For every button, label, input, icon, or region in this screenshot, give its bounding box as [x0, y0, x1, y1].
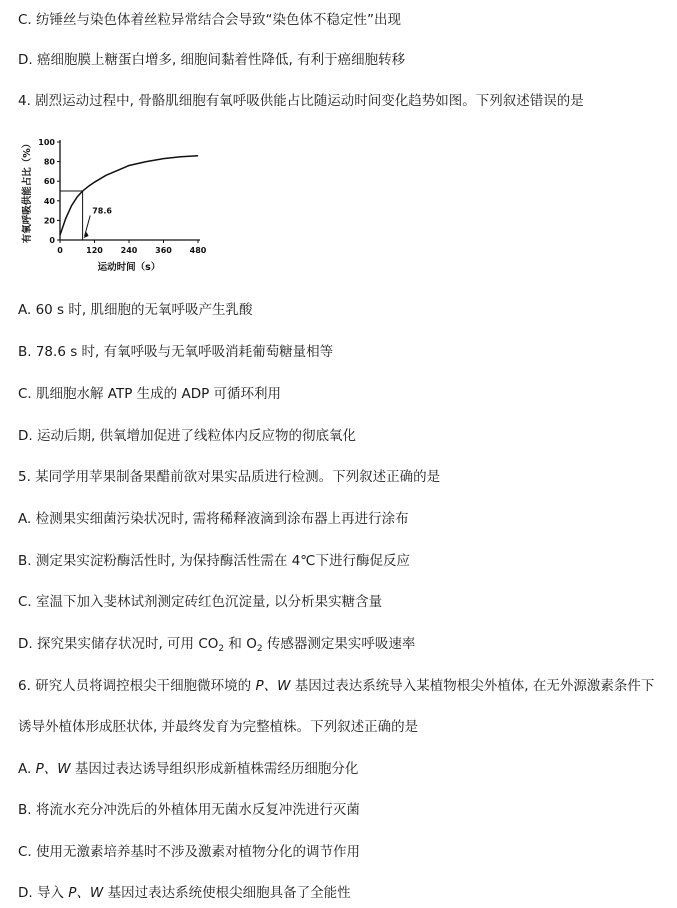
- q3-option-d: D. 癌细胞膜上糖蛋白增多, 细胞间黏着性降低, 有利于癌细胞转移: [18, 52, 406, 68]
- y-tick-label: 20: [43, 216, 55, 226]
- y-tick-label: 40: [43, 196, 55, 206]
- q3-option-c: C. 纺锤丝与染色体着丝粒异常结合会导致“染色体不稳定性”出现: [18, 12, 401, 28]
- annotation-arrowhead: [84, 232, 89, 238]
- y-tick-label: 80: [43, 157, 55, 167]
- q5-option-d: D. 探究果实储存状况时, 可用 $CO_2$ 和 $O_2$ 传感器测定果实呼吸速率: [18, 636, 416, 654]
- y-axis-label: 有氧呼吸供能占比（%）: [22, 138, 33, 244]
- q6-option-b: B. 将流水充分冲洗后的外植体用无菌水反复冲洗进行灭菌: [18, 802, 360, 818]
- series-line: [60, 156, 198, 235]
- q4-option-a: A. 60 s 时, 肌细胞的无氧呼吸产生乳酸: [18, 302, 253, 318]
- q6-option-a: A. P、W 基因过表达诱导组织形成新植株需经历细胞分化: [18, 761, 359, 777]
- q4-option-d: D. 运动后期, 供氧增加促进了线粒体内反应物的彻底氧化: [18, 428, 357, 444]
- x-tick-label: 240: [120, 246, 138, 255]
- annotation-label: 78.6: [92, 206, 112, 216]
- q6-option-d: D. 导入 P、W 基因过表达系统使根尖细胞具备了全能性: [18, 885, 351, 901]
- q4-option-b: B. 78.6 s 时, 有氧呼吸与无氧呼吸消耗葡萄糖量相等: [18, 344, 334, 360]
- q5-stem: 5. 某同学用苹果制备果醋前欲对果实品质进行检测。下列叙述正确的是: [18, 469, 441, 485]
- line-chart: [14, 128, 214, 278]
- annotation-arrow: [85, 216, 91, 237]
- x-tick-label: 360: [155, 246, 172, 255]
- q5-option-a: A. 检测果实细菌污染状况时, 需将稀释液滴到涂布器上再进行涂布: [18, 511, 409, 527]
- x-tick-label: 120: [86, 246, 103, 255]
- q4-option-c: C. 肌细胞水解 ATP 生成的 ADP 可循环利用: [18, 386, 282, 402]
- q5-option-b: B. 测定果实淀粉酶活性时, 为保持酶活性需在 4℃下进行酶促反应: [18, 553, 410, 569]
- chart-ticks: [38, 138, 206, 255]
- q4-stem: 4. 剧烈运动过程中, 骨骼肌细胞有氧呼吸供能占比随运动时间变化趋势如图。下列叙述错误的是: [18, 93, 584, 109]
- y-tick-label: 0: [49, 236, 55, 245]
- x-tick-label: 0: [57, 246, 63, 255]
- q6-option-c: C. 使用无激素培养基时不涉及激素对植物分化的调节作用: [18, 844, 361, 860]
- x-tick-label: 480: [189, 246, 207, 255]
- q6-stem-line-1: 6. 研究人员将调控根尖干细胞微环境的 P、W 基因过表达系统导入某植物根尖外植体, 在无外源激素条件下: [18, 678, 655, 694]
- q5-option-c: C. 室温下加入斐林试剂测定砖红色沉淀量, 以分析果实糖含量: [18, 594, 383, 610]
- y-tick-label: 100: [38, 138, 55, 147]
- x-axis-label: 运动时间（s）: [97, 262, 161, 273]
- y-tick-label: 60: [43, 177, 55, 187]
- chart-marks: [60, 156, 198, 240]
- chart-axes: [60, 140, 200, 240]
- q6-stem-line-2: 诱导外植体形成胚状体, 并最终发育为完整植株。下列叙述正确的是: [18, 719, 419, 735]
